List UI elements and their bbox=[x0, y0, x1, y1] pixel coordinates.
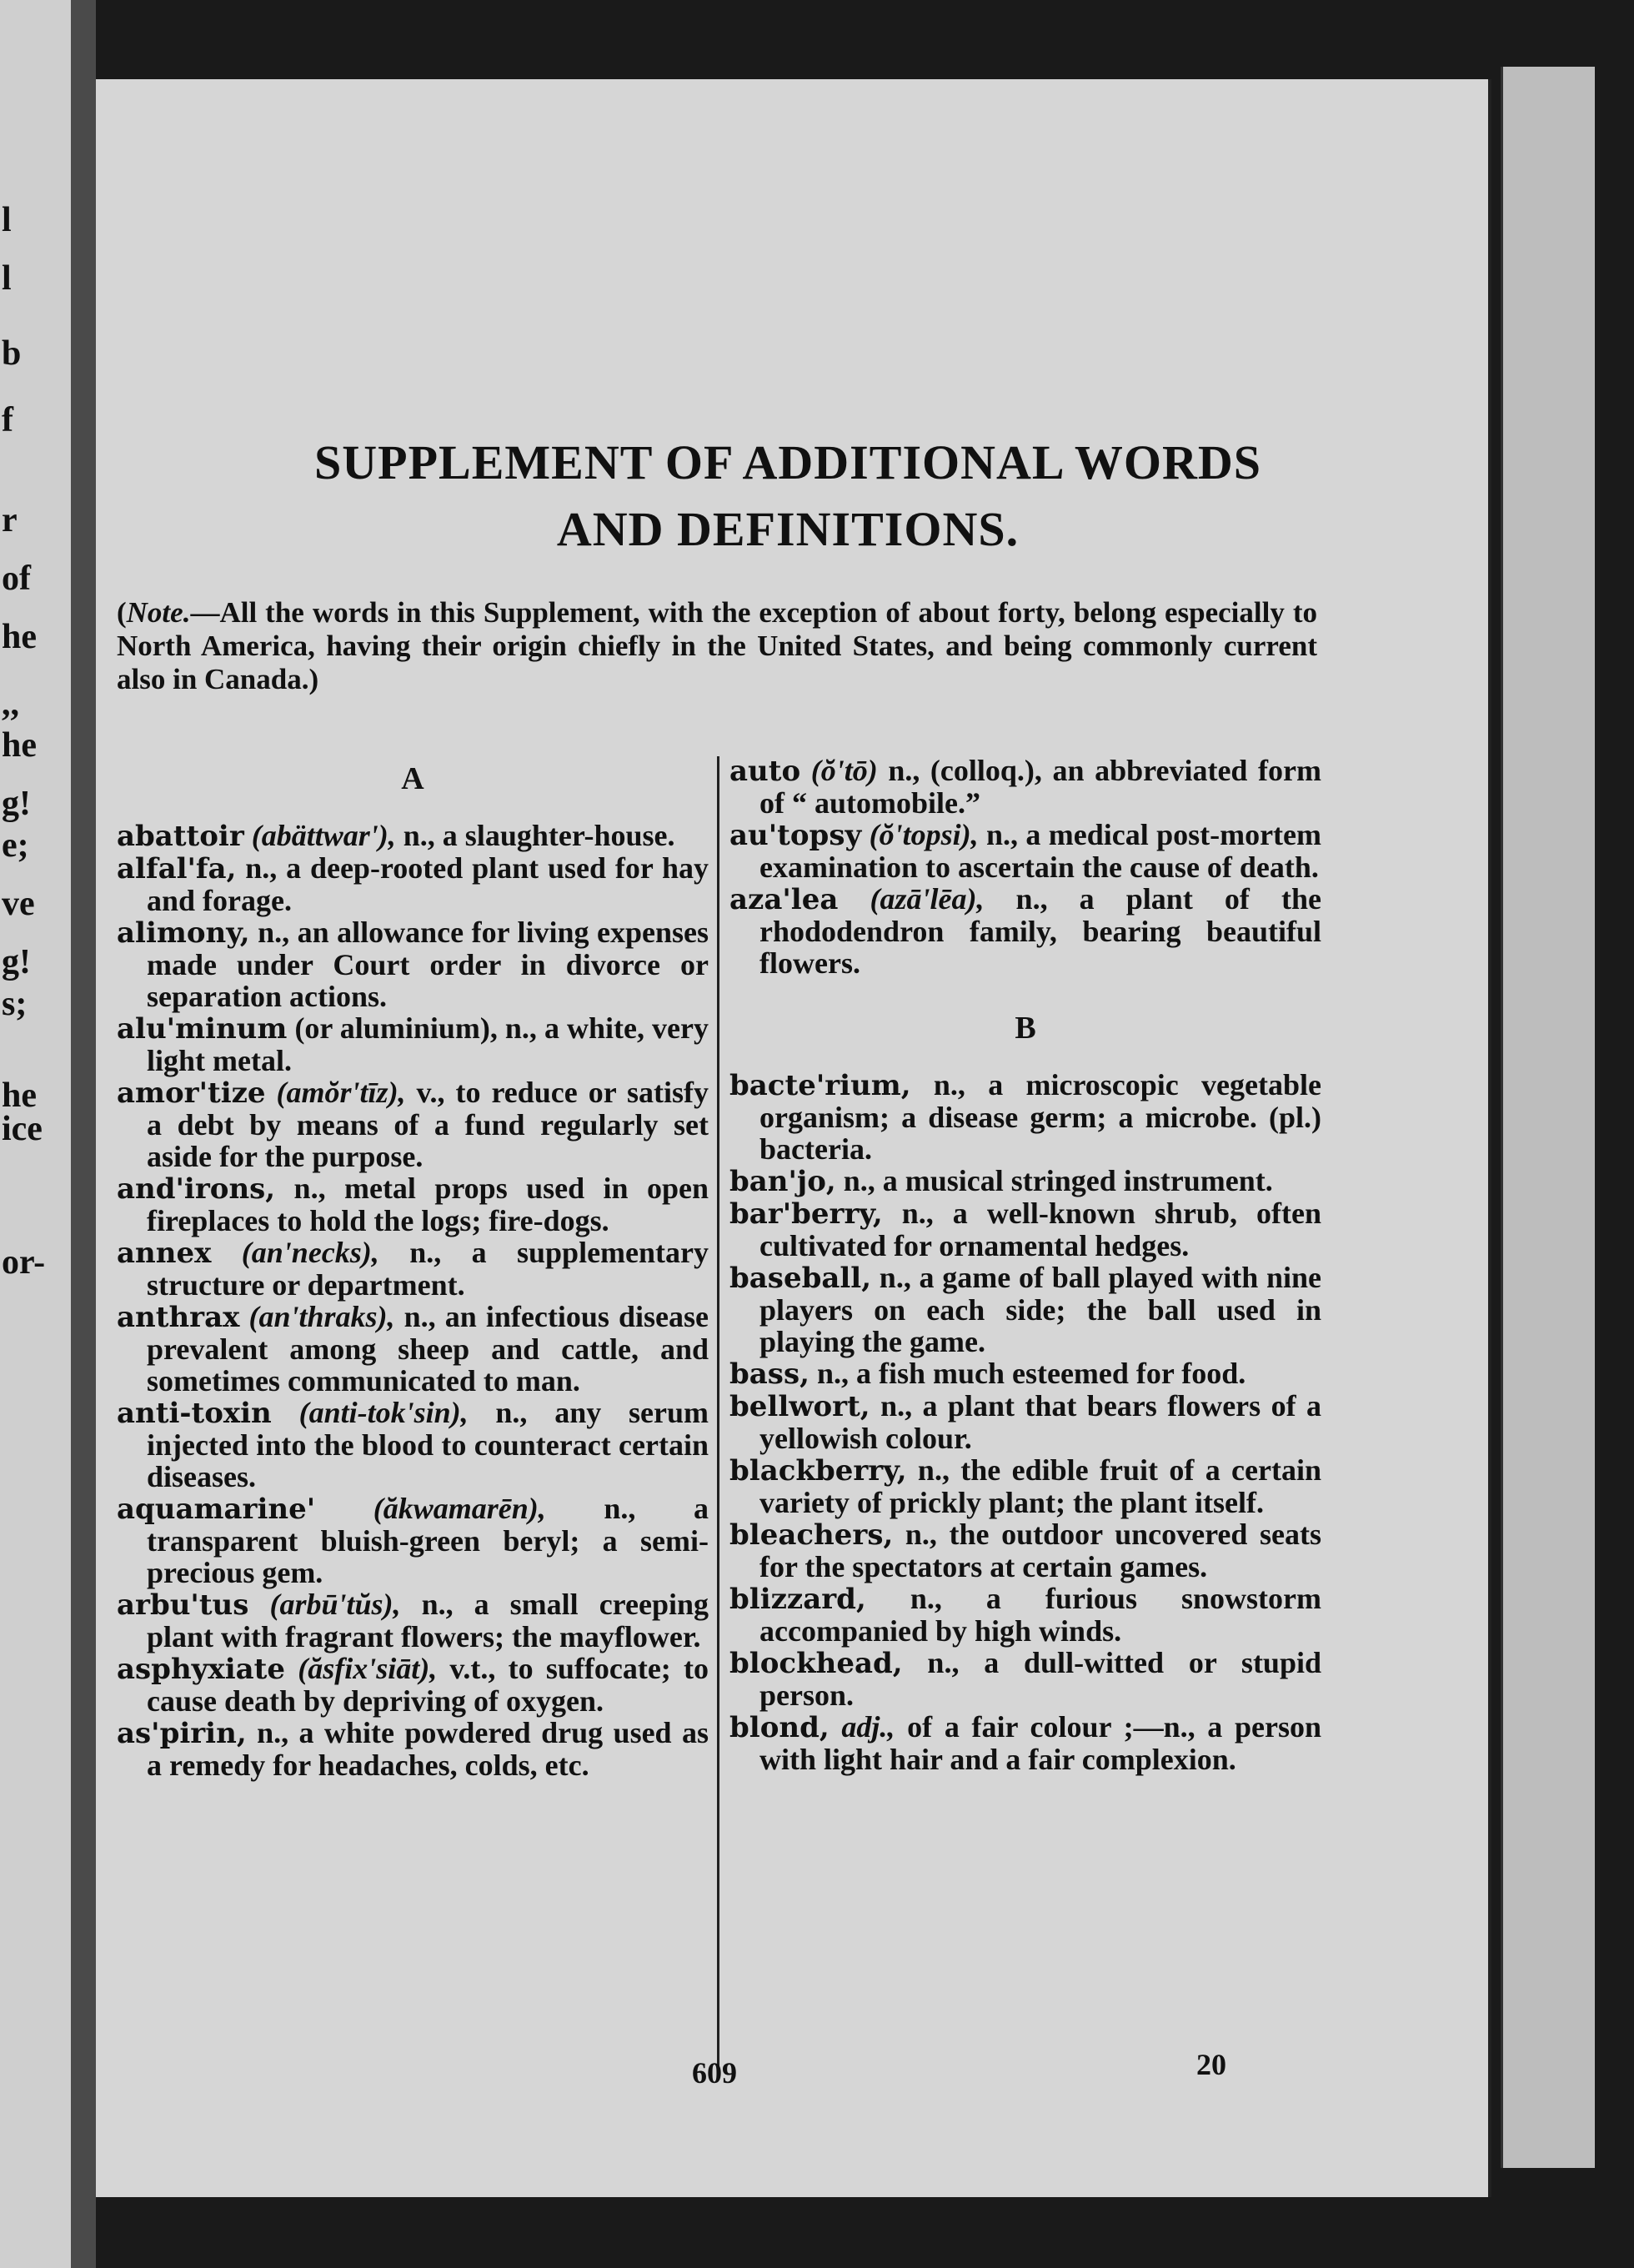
entry-headword: blond, bbox=[729, 1711, 830, 1744]
margin-fragment: he bbox=[2, 726, 37, 765]
signature-mark: 20 bbox=[1196, 2048, 1226, 2081]
dictionary-entry bbox=[729, 1357, 1321, 1390]
dictionary-entry bbox=[729, 1711, 1321, 1775]
entry-definition: v.t., to suffocate; to cause death by depriving of oxygen. bbox=[147, 1652, 709, 1718]
dictionary-entry bbox=[729, 755, 1321, 819]
margin-fragment: r bbox=[2, 501, 18, 539]
dictionary-entry bbox=[117, 1012, 709, 1076]
entry-definition: n., a furious snowstorm accompanied by high winds. bbox=[759, 1582, 1321, 1648]
entry-pronunciation: (an'thraks), bbox=[248, 1300, 395, 1333]
dictionary-entry bbox=[729, 1165, 1321, 1197]
entry-definition: n., a medical post-mortem examination to ascertain the cause of death. bbox=[759, 818, 1322, 884]
entry-headword: bar'berry, bbox=[729, 1197, 883, 1231]
dictionary-entry bbox=[729, 1390, 1321, 1454]
margin-fragment: s; bbox=[2, 985, 28, 1023]
entry-definition: n., any serum injected into the blood to counteract certain diseases. bbox=[147, 1396, 709, 1493]
entry-definition: n., a supplementary structure or department. bbox=[147, 1236, 709, 1302]
entry-headword: alimony, bbox=[117, 916, 250, 950]
entry-definition: (or aluminium), n., a white, very light metal. bbox=[147, 1011, 709, 1077]
section-letter-a: A bbox=[401, 761, 424, 796]
entry-definition: n., a dull-witted or stupid person. bbox=[759, 1646, 1321, 1712]
entry-definition: n., a musical stringed instrument. bbox=[843, 1164, 1273, 1197]
entry-pronunciation: (an'necks), bbox=[241, 1236, 379, 1269]
book-spine bbox=[71, 0, 96, 2268]
margin-fragment: l bbox=[2, 259, 12, 298]
entry-pronunciation: (ŏ'tō) bbox=[810, 754, 878, 787]
entry-definition: n., a game of ball played with nine players on each side; the ball used in playing the game. bbox=[759, 1261, 1321, 1358]
dictionary-entry bbox=[117, 1653, 709, 1717]
dictionary-entry bbox=[729, 1518, 1321, 1583]
facing-page-edge bbox=[0, 0, 71, 2268]
dictionary-entry bbox=[117, 1301, 709, 1397]
entry-pronunciation: (ŏ'topsi), bbox=[869, 818, 979, 851]
entry-definition: n., a plant that bears flowers of a yellowish colour. bbox=[759, 1389, 1321, 1455]
dictionary-entry bbox=[117, 1588, 709, 1653]
column-divider bbox=[717, 756, 719, 2074]
entry-definition: v., to reduce or satisfy a debt by means of a fund regularly set aside for the purpose. bbox=[147, 1076, 709, 1173]
right-entries-top bbox=[729, 755, 1321, 979]
entry-headword: bleachers, bbox=[729, 1518, 894, 1552]
dictionary-entry bbox=[729, 819, 1321, 883]
dictionary-entry bbox=[117, 1172, 709, 1237]
entry-headword: aza'lea bbox=[729, 883, 839, 916]
entry-pronunciation: (abättwar'), bbox=[251, 819, 396, 852]
dictionary-entry bbox=[117, 1493, 709, 1588]
dictionary-entry bbox=[117, 1237, 709, 1301]
entry-pronunciation: (anti-tok'sin), bbox=[298, 1396, 469, 1429]
entry-pronunciation: (amŏr'tīz), bbox=[276, 1076, 406, 1109]
entry-definition: n., a well-known shrub, often cultivated for ornamental hedges. bbox=[759, 1197, 1321, 1262]
entry-headword: alfal'fa, bbox=[117, 852, 237, 886]
entry-definition: n., (colloq.), an abbreviated form of “ automobile.” bbox=[759, 754, 1321, 820]
margin-fragment: he bbox=[2, 618, 37, 656]
entry-headword: alu'minum bbox=[117, 1012, 288, 1046]
entry-headword: anti-toxin bbox=[117, 1397, 272, 1430]
margin-fragment: or- bbox=[2, 1243, 46, 1282]
entry-definition: n., the outdoor uncovered seats for the spectators at certain games. bbox=[759, 1518, 1322, 1583]
dictionary-entry bbox=[117, 916, 709, 1012]
margin-fragment: g! bbox=[2, 785, 31, 823]
margin-fragment: of bbox=[2, 559, 31, 598]
right-entries bbox=[729, 1069, 1321, 1775]
entry-headword: and'irons, bbox=[117, 1172, 276, 1206]
dictionary-entry bbox=[729, 1262, 1321, 1357]
left-entries bbox=[117, 820, 709, 1781]
dictionary-entry bbox=[117, 1076, 709, 1172]
margin-fragment: ,, bbox=[2, 685, 19, 723]
dictionary-entry bbox=[117, 1717, 709, 1781]
entry-pronunciation: (ăsfix'siāt), bbox=[298, 1652, 438, 1685]
entry-headword: ban'jo, bbox=[729, 1165, 836, 1198]
supplement-note: (Note.—All the words in this Supplement, with the exception of about forty, belong especially to North America, having their origin chiefly in the United States, and being commonly current also in Canada.) bbox=[117, 596, 1317, 695]
margin-fragment: e; bbox=[2, 826, 29, 865]
dictionary-entry bbox=[729, 1583, 1321, 1647]
left-column bbox=[117, 755, 709, 1781]
entry-headword: anthrax bbox=[117, 1301, 240, 1334]
dictionary-entry bbox=[729, 1647, 1321, 1711]
note-text: —All the words in this Supplement, with the exception of about forty, belong especially to North America, having their origin chiefly in the United States, and being commonly current also in Canada.) bbox=[117, 596, 1317, 695]
title-line-2: AND DEFINITIONS. bbox=[556, 502, 1020, 556]
dictionary-entry bbox=[729, 1197, 1321, 1262]
section-letter-b: B bbox=[1015, 1011, 1036, 1046]
dictionary-entry bbox=[117, 820, 709, 852]
entry-headword: bass, bbox=[729, 1357, 809, 1391]
entry-headword: amor'tize bbox=[117, 1076, 266, 1110]
entry-pronunciation: (azā'lēa), bbox=[870, 882, 985, 916]
page-number: 609 bbox=[692, 2056, 737, 2090]
entry-definition: n., a deep-rooted plant used for hay and forage. bbox=[147, 851, 709, 917]
page-title bbox=[146, 429, 1430, 563]
margin-fragment: g! bbox=[2, 943, 31, 981]
entry-headword: blackberry, bbox=[729, 1454, 907, 1488]
entry-headword: bacte'rium, bbox=[729, 1069, 911, 1102]
margin-fragment: b bbox=[2, 334, 22, 373]
entry-headword: asphyxiate bbox=[117, 1653, 285, 1686]
margin-fragment: l bbox=[2, 201, 12, 239]
entry-definition: n., metal props used in open fireplaces to hold the logs; fire-dogs. bbox=[147, 1172, 709, 1237]
dictionary-entry bbox=[117, 1397, 709, 1493]
dictionary-entry bbox=[729, 1454, 1321, 1518]
entry-headword: au'topsy bbox=[729, 819, 862, 852]
entry-headword: aquamarine' bbox=[117, 1493, 316, 1526]
dictionary-page bbox=[96, 79, 1491, 2197]
dictionary-entry bbox=[729, 883, 1321, 979]
margin-fragment: ve bbox=[2, 885, 35, 923]
note-label: Note. bbox=[126, 596, 191, 629]
entry-headword: baseball, bbox=[729, 1262, 872, 1295]
right-column bbox=[729, 755, 1321, 1775]
title-line-1: SUPPLEMENT OF ADDITIONAL WORDS bbox=[314, 435, 1261, 489]
entry-headword: arbu'tus bbox=[117, 1588, 249, 1622]
entry-headword: blockhead, bbox=[729, 1647, 903, 1680]
entry-headword: bellwort, bbox=[729, 1390, 870, 1423]
underlying-page-edge bbox=[1501, 67, 1595, 2168]
margin-fragment: ice bbox=[2, 1110, 43, 1148]
entry-pronunciation: (arbū'tŭs), bbox=[269, 1588, 401, 1621]
entry-definition: n., a fish much esteemed for food. bbox=[816, 1357, 1246, 1390]
dictionary-entry bbox=[117, 852, 709, 916]
entry-definition: n., a slaughter-house. bbox=[403, 819, 675, 852]
entry-headword: as'pirin, bbox=[117, 1717, 247, 1750]
entry-pronunciation: (ăkwamarēn), bbox=[373, 1492, 546, 1525]
entry-definition: n., a microscopic vegetable organism; a disease germ; a microbe. (pl.) bacteria. bbox=[759, 1068, 1321, 1166]
dictionary-entry bbox=[729, 1069, 1321, 1165]
entry-headword: blizzard, bbox=[729, 1583, 866, 1616]
entry-definition: of a fair colour ;—n., a person with light hair and a fair complexion. bbox=[759, 1710, 1321, 1776]
entry-definition: n., a plant of the rhododendron family, bearing beautiful flowers. bbox=[759, 882, 1322, 980]
entry-definition: n., a small creeping plant with fragrant flowers; the mayflower. bbox=[147, 1588, 709, 1653]
entry-definition: n., an infectious disease prevalent among sheep and cattle, and sometimes communicated to man. bbox=[147, 1300, 709, 1397]
entry-headword: annex bbox=[117, 1237, 212, 1270]
entry-headword: abattoir bbox=[117, 820, 244, 853]
entry-headword: auto bbox=[729, 755, 801, 788]
margin-fragment: f bbox=[2, 401, 13, 439]
entry-definition: n., an allowance for living expenses made under Court order in divorce or separation actions. bbox=[147, 916, 709, 1013]
entry-definition: n., a transparent bluish-green beryl; a semi-precious gem. bbox=[147, 1492, 709, 1589]
margin-fragment: he bbox=[2, 1076, 37, 1115]
entry-definition: n., the edible fruit of a certain variety of prickly plant; the plant itself. bbox=[759, 1453, 1321, 1519]
entry-definition: n., a white powdered drug used as a remedy for headaches, colds, etc. bbox=[147, 1716, 709, 1782]
entry-pronunciation: adj., bbox=[841, 1710, 895, 1744]
